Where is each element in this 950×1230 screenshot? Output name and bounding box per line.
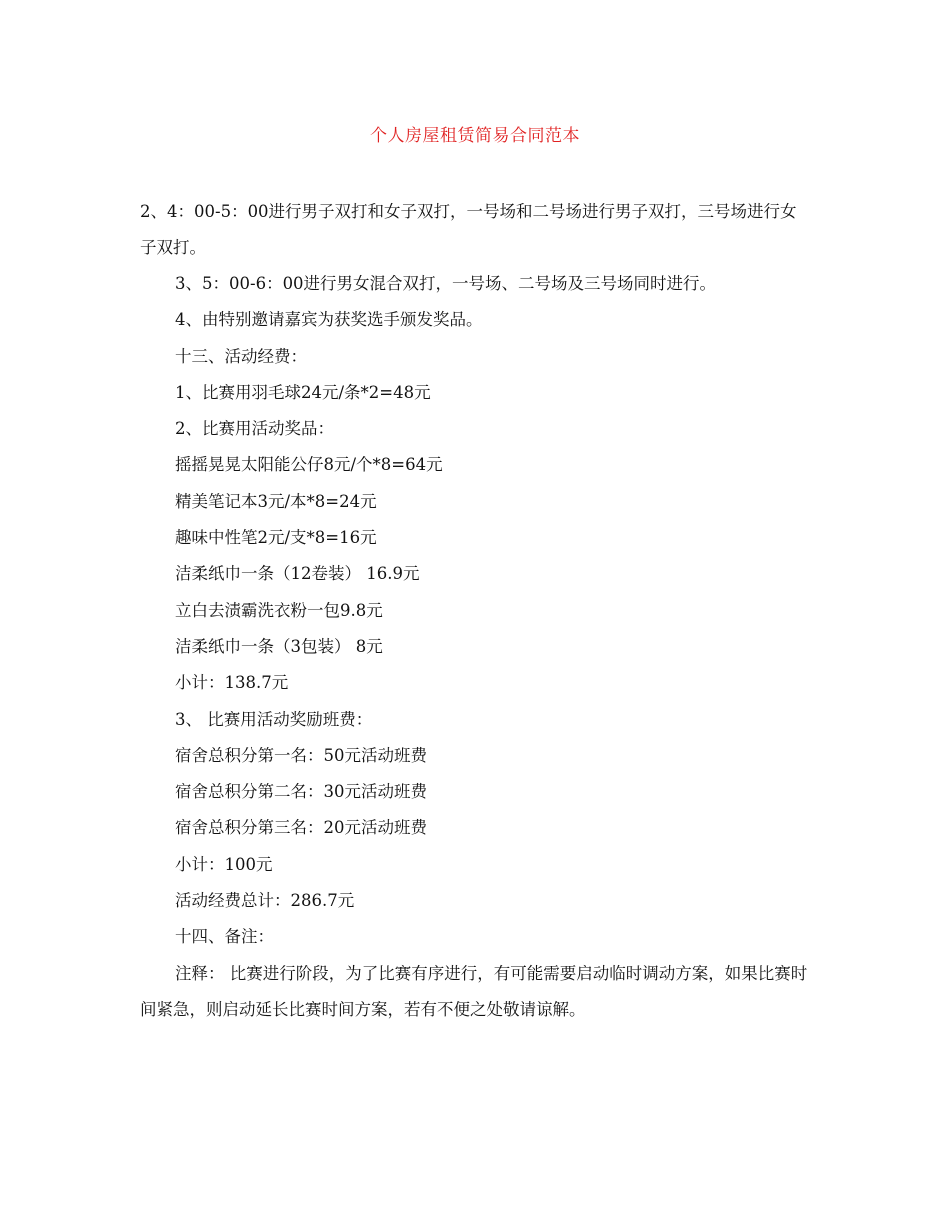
list-item-prizes-heading: 2、比赛用活动奖品： <box>175 419 334 439</box>
total-funding: 活动经费总计：286.7元 <box>175 891 355 911</box>
document-title: 个人房屋租赁简易合同范本 <box>370 126 580 146</box>
list-item-first-place: 宿舍总积分第一名：50元活动班费 <box>175 745 427 765</box>
paragraph-remarks-note: 注释： 比赛进行阶段，为了比赛有序进行，有可能需要启动临时调动方案，如果比赛时间紧急，则启动延长比赛时间方案，若有不便之处敬请谅解。 <box>140 963 808 1019</box>
list-item-second-place: 宿舍总积分第二名：30元活动班费 <box>175 782 427 802</box>
paragraph-schedule-doubles: 2、4：00-5：00进行男子双打和女子双打，一号场和二号场进行男子双打，三号场进行女子双打。 <box>140 202 797 257</box>
document-body <box>140 194 812 1028</box>
list-item-third-place: 宿舍总积分第三名：20元活动班费 <box>175 818 427 838</box>
list-item-tissue-rolls: 洁柔纸巾一条（12卷装） 16.9元 <box>175 564 420 584</box>
subtotal-class-fund: 小计：100元 <box>175 854 273 874</box>
list-item-pen: 趣味中性笔2元/支*8=16元 <box>175 528 377 548</box>
section-heading-funding: 十三、活动经费： <box>175 346 307 366</box>
section-heading-remarks: 十四、备注： <box>175 927 274 947</box>
list-item-notebook: 精美笔记本3元/本*8=24元 <box>175 491 377 511</box>
list-item-shuttlecock: 1、比赛用羽毛球24元/条*2=48元 <box>175 382 431 402</box>
list-item-tissue-packs: 洁柔纸巾一条（3包装） 8元 <box>175 636 383 656</box>
subtotal-prizes: 小计：138.7元 <box>175 673 289 693</box>
list-item-detergent: 立白去渍霸洗衣粉一包9.8元 <box>175 600 383 620</box>
list-item-class-fund-heading: 3、 比赛用活动奖励班费： <box>175 709 373 729</box>
list-item-solar-doll: 摇摇晃晃太阳能公仔8元/个*8=64元 <box>175 455 443 475</box>
paragraph-schedule-mixed: 3、5：00-6：00进行男女混合双打，一号场、二号场及三号场同时进行。 <box>175 274 717 293</box>
paragraph-award-ceremony: 4、由特别邀请嘉宾为获奖选手颁发奖品。 <box>175 310 483 330</box>
